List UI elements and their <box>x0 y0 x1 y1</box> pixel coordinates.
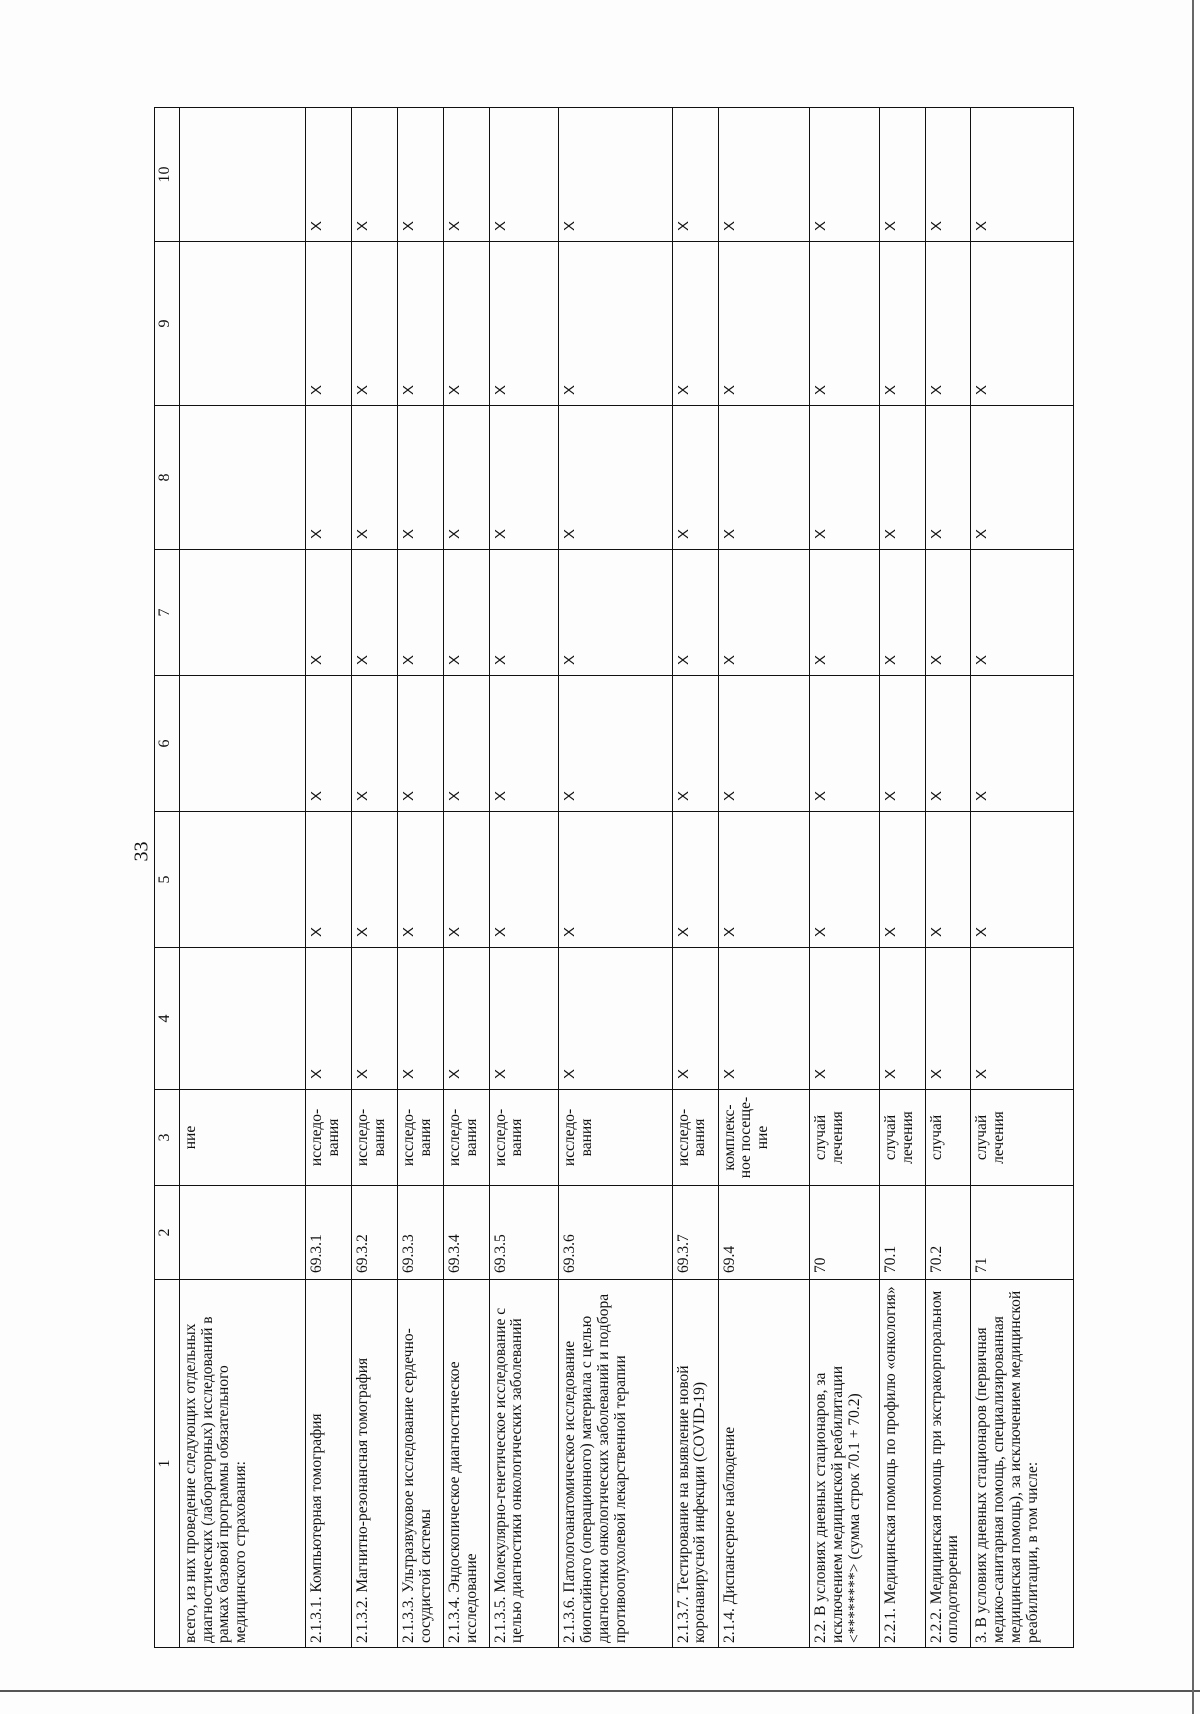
indicator-name-cell: 2.2.1. Медицинская помощь по профилю «онкология» <box>879 1280 925 1648</box>
value-cell: X <box>672 550 718 676</box>
indicator-name-cell: 2.1.3.6. Патологоанатомическое исследование биопсийного (операционного) материала с целью диагностики онкологических заболеваний и подбора противоопухолевой лекарственной терапии <box>559 1280 672 1648</box>
value-cell: X <box>398 550 444 676</box>
value-cell: X <box>810 550 880 676</box>
unit-cell: исследо-вания <box>559 1090 672 1186</box>
indicator-name-cell: 3. В условиях дневных стационаров (первичная медико-санитарная помощь, специализированная медицинская помощь), за исключением медицинской реабилитации, в том числе: <box>971 1280 1074 1648</box>
indicator-name-cell: 2.1.3.3. Ультразвуковое исследование сердечно-сосудистой системы <box>398 1280 444 1648</box>
line-number-cell: 69.4 <box>718 1186 810 1280</box>
line-number-cell: 69.3.4 <box>443 1186 489 1280</box>
value-cell: X <box>443 406 489 550</box>
value-cell: X <box>879 550 925 676</box>
value-cell: X <box>718 550 810 676</box>
unit-cell: исследо-вания <box>306 1090 352 1186</box>
table-row <box>718 108 810 1648</box>
unit-cell: ние <box>180 1090 306 1186</box>
value-cell: X <box>810 948 880 1090</box>
value-cell <box>180 812 306 948</box>
page-number: 33 <box>130 841 153 862</box>
value-cell: X <box>398 406 444 550</box>
value-cell: X <box>306 242 352 406</box>
indicator-name-cell: 2.1.3.4. Эндоскопическое диагностическое исследование <box>443 1280 489 1648</box>
value-cell: X <box>672 948 718 1090</box>
unit-cell: исследо-вания <box>489 1090 559 1186</box>
value-cell: X <box>925 242 971 406</box>
page-edge-bottom <box>0 1690 1200 1692</box>
table-row <box>352 108 398 1648</box>
value-cell: X <box>352 108 398 242</box>
value-cell: X <box>971 812 1074 948</box>
table-row <box>306 108 352 1648</box>
value-cell: X <box>398 108 444 242</box>
value-cell: X <box>398 242 444 406</box>
value-cell: X <box>718 812 810 948</box>
indicator-name-cell: 2.2. В условиях дневных стационаров, за исключением медицинской реабилитации <********> (сумма строк 70.1 + 70.2) <box>810 1280 880 1648</box>
value-cell: X <box>489 812 559 948</box>
unit-cell: случай лечения <box>810 1090 880 1186</box>
value-cell: X <box>559 550 672 676</box>
table-row <box>925 108 971 1648</box>
column-header: 4 <box>155 948 180 1090</box>
table-row <box>489 108 559 1648</box>
value-cell <box>180 108 306 242</box>
value-cell: X <box>559 948 672 1090</box>
value-cell: X <box>925 550 971 676</box>
line-number-cell: 70.1 <box>879 1186 925 1280</box>
value-cell <box>180 676 306 812</box>
table-row <box>810 108 880 1648</box>
line-number-cell: 70.2 <box>925 1186 971 1280</box>
column-number-row <box>155 108 180 1648</box>
column-header: 3 <box>155 1090 180 1186</box>
value-cell: X <box>306 550 352 676</box>
line-number-cell: 71 <box>971 1186 1074 1280</box>
value-cell: X <box>879 948 925 1090</box>
value-cell: X <box>672 676 718 812</box>
value-cell <box>180 242 306 406</box>
column-header: 5 <box>155 812 180 948</box>
line-number-cell: 69.3.5 <box>489 1186 559 1280</box>
table-row <box>443 108 489 1648</box>
unit-cell: случай лечения <box>971 1090 1074 1186</box>
value-cell: X <box>879 242 925 406</box>
line-number-cell: 69.3.1 <box>306 1186 352 1280</box>
column-header: 10 <box>155 108 180 242</box>
value-cell <box>180 406 306 550</box>
unit-cell: исследо-вания <box>672 1090 718 1186</box>
page-edge-right <box>1192 0 1194 1714</box>
value-cell: X <box>559 812 672 948</box>
value-cell: X <box>925 676 971 812</box>
value-cell: X <box>971 948 1074 1090</box>
column-header: 8 <box>155 406 180 550</box>
indicator-name-cell: 2.1.4. Диспансерное наблюдение <box>718 1280 810 1648</box>
value-cell: X <box>559 406 672 550</box>
value-cell: X <box>443 676 489 812</box>
value-cell: X <box>306 406 352 550</box>
unit-cell: исследо-вания <box>398 1090 444 1186</box>
line-number-cell: 69.3.3 <box>398 1186 444 1280</box>
value-cell: X <box>559 108 672 242</box>
value-cell: X <box>971 108 1074 242</box>
value-cell: X <box>810 108 880 242</box>
value-cell: X <box>489 676 559 812</box>
line-number-cell: 70 <box>810 1186 880 1280</box>
value-cell: X <box>352 812 398 948</box>
value-cell: X <box>971 242 1074 406</box>
value-cell: X <box>925 406 971 550</box>
value-cell: X <box>810 242 880 406</box>
value-cell: X <box>672 108 718 242</box>
table-row <box>559 108 672 1648</box>
value-cell: X <box>971 406 1074 550</box>
table-row <box>180 108 306 1648</box>
value-cell: X <box>306 812 352 948</box>
value-cell: X <box>925 948 971 1090</box>
value-cell: X <box>971 550 1074 676</box>
line-number-cell: 69.3.2 <box>352 1186 398 1280</box>
indicator-name-cell: всего, из них проведение следующих отдельных диагностических (лабораторных) исследований в рамках базовой программы обязательного медицинского страхования: <box>180 1280 306 1648</box>
value-cell: X <box>718 242 810 406</box>
value-cell: X <box>352 948 398 1090</box>
value-cell: X <box>718 948 810 1090</box>
column-header: 1 <box>155 1280 180 1648</box>
value-cell: X <box>879 812 925 948</box>
value-cell: X <box>718 108 810 242</box>
unit-cell: случай <box>925 1090 971 1186</box>
value-cell: X <box>398 812 444 948</box>
value-cell: X <box>352 242 398 406</box>
value-cell: X <box>672 242 718 406</box>
table-row <box>971 108 1074 1648</box>
value-cell: X <box>443 242 489 406</box>
column-header: 2 <box>155 1186 180 1280</box>
value-cell: X <box>559 676 672 812</box>
value-cell <box>180 948 306 1090</box>
column-header: 7 <box>155 550 180 676</box>
value-cell: X <box>306 676 352 812</box>
value-cell: X <box>489 550 559 676</box>
indicator-name-cell: 2.1.3.2. Магнитно-резонансная томография <box>352 1280 398 1648</box>
line-number-cell: 69.3.7 <box>672 1186 718 1280</box>
column-header: 6 <box>155 676 180 812</box>
value-cell: X <box>443 948 489 1090</box>
rotated-table-container <box>154 108 1074 1648</box>
unit-cell: исследо-вания <box>352 1090 398 1186</box>
value-cell: X <box>352 406 398 550</box>
value-cell: X <box>398 948 444 1090</box>
value-cell: X <box>352 676 398 812</box>
value-cell: X <box>810 406 880 550</box>
value-cell: X <box>489 948 559 1090</box>
value-cell: X <box>443 812 489 948</box>
value-cell: X <box>306 948 352 1090</box>
indicator-name-cell: 2.1.3.5. Молекулярно-генетическое исследование с целью диагностики онкологических заболеваний <box>489 1280 559 1648</box>
indicator-name-cell: 2.2.2. Медицинская помощь при экстракорпоральном оплодотворении <box>925 1280 971 1648</box>
value-cell: X <box>352 550 398 676</box>
table-row <box>879 108 925 1648</box>
line-number-cell: 69.3.6 <box>559 1186 672 1280</box>
value-cell: X <box>879 406 925 550</box>
indicator-name-cell: 2.1.3.7. Тестирование на выявление новой коронавирусной инфекции (COVID-19) <box>672 1280 718 1648</box>
value-cell: X <box>925 812 971 948</box>
value-cell: X <box>718 406 810 550</box>
indicator-name-cell: 2.1.3.1. Компьютерная томография <box>306 1280 352 1648</box>
line-number-cell <box>180 1186 306 1280</box>
value-cell: X <box>489 242 559 406</box>
value-cell: X <box>971 676 1074 812</box>
value-cell: X <box>879 108 925 242</box>
value-cell <box>180 550 306 676</box>
table-row <box>398 108 444 1648</box>
value-cell: X <box>398 676 444 812</box>
value-cell: X <box>559 242 672 406</box>
value-cell: X <box>672 812 718 948</box>
value-cell: X <box>489 108 559 242</box>
value-cell: X <box>443 108 489 242</box>
data-table <box>154 107 1074 1648</box>
value-cell: X <box>306 108 352 242</box>
unit-cell: исследо-вания <box>443 1090 489 1186</box>
value-cell: X <box>672 406 718 550</box>
unit-cell: комплекс-ное посеще-ние <box>718 1090 810 1186</box>
value-cell: X <box>489 406 559 550</box>
value-cell: X <box>925 108 971 242</box>
value-cell: X <box>810 812 880 948</box>
column-header: 9 <box>155 242 180 406</box>
unit-cell: случай лечения <box>879 1090 925 1186</box>
value-cell: X <box>810 676 880 812</box>
value-cell: X <box>718 676 810 812</box>
table-row <box>672 108 718 1648</box>
value-cell: X <box>879 676 925 812</box>
value-cell: X <box>443 550 489 676</box>
